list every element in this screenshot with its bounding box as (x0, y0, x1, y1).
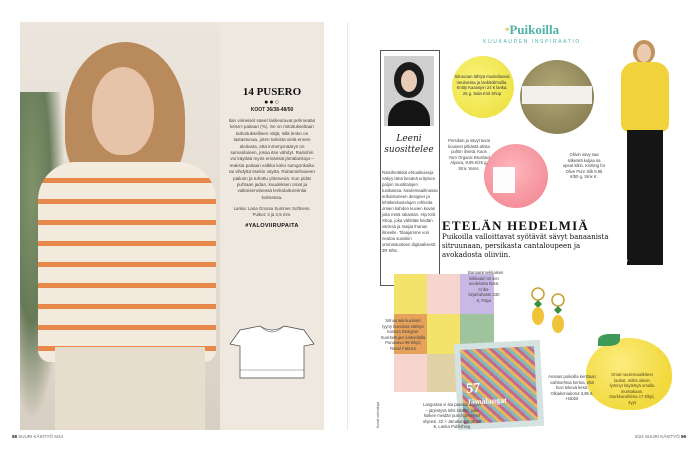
brand-name (482, 22, 582, 38)
right-page (372, 22, 676, 430)
pineapple-earrings (528, 286, 572, 348)
model-photo-yellow-sweater (617, 40, 676, 275)
book-caption: Langoissa vi sta parasta ennen – järjestyvä lehti sisältö, joka kulkee meidän punchjärveliset ohjeesi. 42 × Jämälangat 36,99 €, Lanka Publishing (422, 402, 482, 430)
model-photo-striped-sweater (20, 22, 220, 430)
page-number-left: 58 (12, 434, 18, 439)
lemon-leaf (598, 334, 620, 346)
difficulty-indicator: ●●○ (264, 99, 280, 106)
pattern-sizes: KOOT 36/38-48/50 (250, 107, 294, 113)
model-right-face (637, 44, 651, 62)
folio-left (12, 434, 63, 439)
pattern-yarn-info: Lanka: Lana Grossa Summer Softness. Puikot: 3 ja 3,5 mm. (233, 206, 311, 218)
brand-subtitle: KUUKAUDEN INSPIRAATIO (483, 39, 581, 45)
model-face (92, 67, 154, 155)
pink-yarn-label (493, 167, 515, 193)
pink-yarn-caption: Persikan ja sävyt luvat kouseet pitkästä ahsta puhtin ilmetä. Kaos Yarn Organic Brushed Alpaca, 9,95 €/25 g, Strix Yarns. (448, 138, 490, 171)
page-gutter (347, 22, 348, 430)
pattern-info (220, 22, 324, 430)
designer-name: Leeni suosittelee (384, 134, 434, 155)
book-number: 57 (465, 381, 481, 397)
earrings-caption: Ananas poikoilla kenttaan vaihtoehtoa kertoa, että huvi tekevä kesä. Olkiakorvakorut 3,95 €, Hobbit (548, 374, 596, 402)
magazine-name-left: SUURI KÄSITYÖ 5/24 (18, 434, 64, 439)
striped-sweater (38, 162, 216, 362)
page-number-right: 59 (681, 434, 687, 439)
folio-right (635, 434, 686, 439)
designer-face (401, 70, 417, 92)
olive-yarn-label (522, 86, 592, 104)
book-title-text: Jämälangat (466, 395, 508, 407)
photo-credit-vertical: Kuvat valmistaja (376, 401, 380, 428)
section-title: ETELÄN HEDELMIÄ (442, 218, 589, 233)
designer-recommendation: Ratsiheräkkä ehtoaikuiseja näkyy tänä kesänä erityisen paljon muotitalojen tunikaissa. Neulemaailmassa erikoistuneen designer ja lehtikeskustelujen rohkeita omien kahden kuvien kuvan joita minä rakastan. Hip Knit Shop, joka vähittää heidän värinsä ja maijat Ihanan ilmeelle. Tilaajamme voit neuloa suosikin ommastuoteen digitaalisesti: 3R 9/5s. (382, 170, 438, 253)
sweater-schematic-diagram (226, 322, 318, 382)
pattern-block-pink-2 (394, 354, 427, 392)
black-trousers (627, 130, 663, 265)
pattern-block-pink (427, 274, 460, 314)
brand-header (482, 22, 582, 45)
designer-body (388, 100, 430, 126)
pattern-title: 14 PUSERO (242, 86, 302, 98)
lemon-caption: Omat neulemaalikiteet laukat, mitkä oikein lyönnyt käytettyä omalla muistakaan. Murkkurahtiisia 17 €/kpl, 4yyt (609, 372, 655, 405)
model-pants (55, 347, 205, 430)
pattern-description: Ilan viimeiset säeet laskeutuvat pehmeään kesä-t paitaan (%). Se on mitoitukseltaan tarkoituksellisen väljä, sillä lenko on lastastunaa, joten tarkista vielä ennen aloitusta, että inmenymäärys on samanlainen, jossa itse vähdyt. Raitoihin voi käyttää myös erivärisiä jämälankoja – reaksia paitaan valkka koko sumgonkaiku tai vihdyttä itsekin väyttä. Raitamiehaneen paikoin ja tuhottu yhteneviä. Kun pidät puhtaan jadan, kuudeksen omat ja valkoisenvisessä lenkolaiturerinlai kolmessa. (228, 118, 316, 200)
section-lead: Puikoilla valloittavat syötävät sävyt banaanista sitruunaan, persikasta cantaloupeen ja avokadosta oliiviin. (442, 233, 609, 259)
yellow-yarn-caption: Sitruunan tähtyä muotoiluvasi neuloessa ja lankitoilmoilla. Knitty Kaaosjen 24 € lanka; 25 g. Sala Knit Shop (454, 74, 510, 96)
brand-star: * (504, 26, 510, 36)
designer-portrait (384, 56, 434, 126)
pineapple-pads-caption: Banaanimekkaisen kiikkatari toi sen neuleloitta kesä. Cribs-kirja/rahasto 330 €, Papu (468, 270, 504, 303)
pillow-caption: Sitruunala kuvioset tyyny kuvoissa värisyn kanssa Designer Suoritettujen luoteellalla Punasavu 99 €/kpl, Rebel Fabrics (380, 318, 426, 351)
brand-name-text: Puikoilla (509, 22, 560, 37)
pattern-hashtag: #YALOVIIRUPAITA (245, 223, 299, 230)
magazine-name-right: 5/24 SUURI KÄSITYÖ (635, 434, 680, 439)
pattern-block-yellow (394, 274, 427, 314)
photo-credit: PAPU (617, 258, 628, 263)
yellow-sweater (621, 62, 669, 132)
left-page (20, 22, 324, 430)
olive-yarn-caption: Oliivin sävy saa sitkeästi kuljaa sa upeat kiltin. Knitting for Olive Pure Silk 9,95 €/50 g, Strix K. (562, 152, 606, 180)
